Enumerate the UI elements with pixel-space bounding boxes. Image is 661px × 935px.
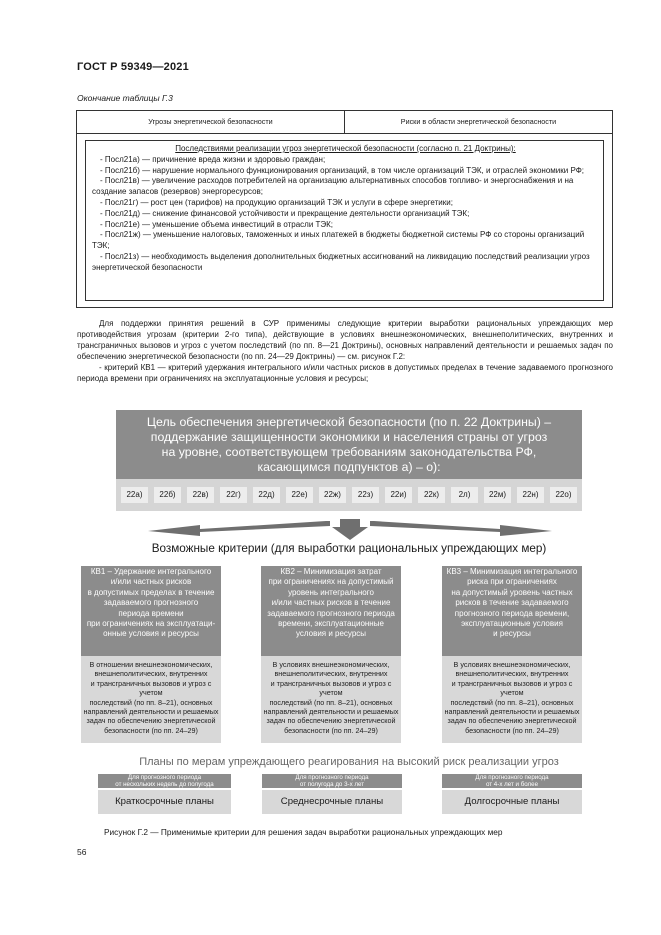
consequence-item: - Посл21а) — причинение вреда жизни и здоровью граждан; bbox=[100, 154, 326, 164]
criterion-line: задаваемого прогнозного периода bbox=[267, 608, 395, 618]
criterion-line: при ограничениях на эксплуатаци- bbox=[86, 619, 216, 629]
condition-line: направлений деятельности и решаемых bbox=[263, 707, 399, 717]
criterion-line: времени, эксплуатационные bbox=[278, 619, 384, 629]
subitem: 2л) bbox=[451, 487, 478, 503]
condition-line: последствий (по пп. 8–21), основных bbox=[450, 697, 574, 707]
condition-line: В условиях внешнеэкономических, bbox=[272, 660, 390, 669]
criterion-line: прогнозного периода времени, bbox=[454, 608, 570, 618]
consequence-item: - Посл21б) — нарушение нормального функционирования организаций, в том числе организаций ТЭК, и отраслей экономики РФ; bbox=[100, 165, 584, 175]
criterion-line: и ресурсы bbox=[493, 629, 531, 639]
criterion-line: КВ1 – Удержание интегрального bbox=[90, 567, 212, 576]
subitem: 22к) bbox=[418, 487, 445, 503]
criterion-line: риска при ограничениях bbox=[467, 577, 557, 587]
table-header-risks: Риски в области энергетической безопасности bbox=[400, 117, 557, 126]
arrow-right-icon bbox=[370, 521, 552, 536]
criterion-kv1 bbox=[81, 566, 221, 656]
table-caption: Окончание таблицы Г.3 bbox=[77, 93, 173, 103]
goal-line: на уровне, соответствующем требованиям законодательства РФ, bbox=[161, 445, 537, 459]
table-cell-consequences bbox=[85, 140, 604, 301]
criterion-line: задаваемого прогнозного bbox=[103, 598, 199, 608]
criterion-line: и/или частных рисков в течение bbox=[271, 598, 391, 608]
criterion-line: условия и ресурсы bbox=[295, 629, 367, 639]
period-line: от полугода до 3-х лет bbox=[299, 781, 365, 788]
criterion-kv3 bbox=[442, 566, 582, 656]
plan-short-period bbox=[98, 774, 231, 788]
subitem: 22м) bbox=[484, 487, 511, 503]
condition-line: задач по обеспечению энергетической bbox=[266, 716, 396, 726]
subitem: 22е) bbox=[286, 487, 313, 503]
condition-line: и трансграничных вызовов и угроз с учетом bbox=[90, 678, 212, 698]
consequence-item: - Посл21в) — увеличение расходов потребителей на организацию альтернативных способов топливо- и энергоснабжения и на создание запасов (резервов) энергоресурсов; bbox=[92, 176, 574, 197]
period-line: Для прогнозного периода bbox=[127, 774, 202, 781]
condition-line: внешнеполитических, внутренних bbox=[455, 669, 569, 679]
goal-line: Цель обеспечения энергетической безопасности (по п. 22 Доктрины) – bbox=[146, 415, 552, 429]
criterion-kv1-conditions bbox=[81, 656, 221, 743]
period-line: Для прогнозного периода bbox=[295, 774, 369, 781]
plan-short: Краткосрочные планы bbox=[98, 790, 231, 814]
subitem: 22н) bbox=[517, 487, 544, 503]
criterion-line: в допустимых пределах в течение bbox=[87, 587, 215, 597]
arrow-down-icon bbox=[332, 519, 368, 540]
paragraph: - критерий КВ1 — критерий удержания интегрального и/или частных рисков в допустимых пределах в течение задаваемого прогнозного периода времени при ограничениях на эксплуатационные условия и ресурсы; bbox=[77, 363, 613, 383]
table bbox=[76, 110, 613, 308]
plan-mid: Среднесрочные планы bbox=[262, 790, 402, 814]
consequence-item: - Посл21ж) — уменьшение налоговых, таможенных и иных платежей в бюджеты бюджетной системы РФ со стороны организаций ТЭК; bbox=[92, 230, 585, 251]
period-line: от 4-х лет и более bbox=[485, 781, 539, 788]
period-line: Для прогнозного периода bbox=[475, 774, 549, 781]
criterion-line: при ограничениях на допустимый bbox=[268, 577, 394, 587]
consequence-item: - Посл21д) — снижение финансовой устойчивости и прекращение деятельности организаций ТЭК; bbox=[100, 208, 470, 218]
document-header: ГОСТ Р 59349—2021 bbox=[77, 61, 189, 73]
criterion-line: онные условия и ресурсы bbox=[103, 629, 199, 639]
subitem: 22з) bbox=[352, 487, 379, 503]
figure-caption: Рисунок Г.2 — Применимые критерии для решения задач выработки рациональных упреждающих мер bbox=[104, 827, 503, 837]
criterion-kv3-conditions bbox=[442, 656, 582, 743]
condition-line: В отношении внешнеэкономических, bbox=[89, 660, 213, 669]
condition-line: направлений деятельности и решаемых bbox=[83, 707, 219, 717]
consequence-item: - Посл21з) — необходимость выделения дополнительных бюджетных ассигнований на ликвидацию последствий реализации угроз энергетической безопасности bbox=[92, 251, 590, 272]
criterion-line: рисков в течение задаваемого bbox=[455, 598, 569, 608]
plan-long: Долгосрочные планы bbox=[442, 790, 582, 814]
criterion-kv2 bbox=[261, 566, 401, 656]
subitem: 22д) bbox=[253, 487, 280, 503]
condition-line: внешнеполитических, внутренних bbox=[94, 669, 208, 679]
consequence-item: - Посл21е) — уменьшение объема инвестиций в отрасли ТЭК; bbox=[100, 219, 334, 229]
goal-line: касающимся подпунктов а) – о): bbox=[257, 460, 441, 474]
criterion-line: периода времени bbox=[118, 608, 184, 618]
period-line: от нескольких недель до полугода bbox=[115, 781, 214, 788]
subitems-row bbox=[116, 479, 582, 511]
condition-line: направлений деятельности и решаемых bbox=[444, 707, 580, 717]
subitem: 22г) bbox=[220, 487, 247, 503]
criterion-line: уровень интегрального bbox=[288, 587, 374, 597]
condition-line: и трансграничных вызовов и угроз с учетом bbox=[451, 678, 573, 698]
subitem: 22ж) bbox=[319, 487, 346, 503]
condition-line: безопасности (по пп. 24–29) bbox=[104, 725, 198, 735]
plan-long-period bbox=[442, 774, 582, 788]
subitem: 22о) bbox=[550, 487, 577, 503]
condition-line: внешнеполитических, внутренних bbox=[274, 669, 388, 679]
table-header bbox=[77, 111, 612, 134]
criteria-title: Возможные критерии (для выработки рациональных упреждающих мер) bbox=[151, 542, 547, 555]
criterion-line: КВ2 – Минимизация затрат bbox=[280, 567, 382, 576]
condition-line: последствий (по пп. 8–21), основных bbox=[269, 697, 393, 707]
arrow-left-icon bbox=[148, 521, 330, 536]
plan-mid-period bbox=[262, 774, 402, 788]
condition-line: безопасности (по пп. 24–29) bbox=[284, 725, 378, 735]
goal-line: поддержание защищенности экономики и населения страны от угроз bbox=[150, 430, 548, 444]
subitem: 22и) bbox=[385, 487, 412, 503]
criterion-kv2-conditions bbox=[261, 656, 401, 743]
criterion-line: эксплуатационные условия bbox=[461, 619, 563, 629]
plans-title: Планы по мерам упреждающего реагирования на высокий риск реализации угроз bbox=[139, 756, 559, 768]
arrows bbox=[140, 519, 560, 541]
condition-line: задач по обеспечению энергетической bbox=[447, 716, 577, 726]
consequence-item: - Посл21г) — рост цен (тарифов) на продукцию организаций ТЭК и услуги в сфере энергетики; bbox=[100, 197, 453, 207]
paragraph: Для поддержки принятия решений в СУР применимы следующие критерии выработки рациональных упреждающих мер противодействия угрозам (критерии 2-го типа), действующие в условиях внешнеэкономических, внешнеполитических, внутренних и трансграничных вызовов и угроз с учетом последствий (по пп. 8—21 Доктрины), основных направлений деятельности и решаемых задач по обеспечению энергетической безопасности (по пп. 24—29 Доктрины) — см. рисунок Г.2: bbox=[77, 319, 613, 361]
criterion-line: и/или частных рисков bbox=[110, 577, 192, 587]
subitem: 22а) bbox=[121, 487, 148, 503]
subitem: 22б) bbox=[154, 487, 181, 503]
goal-box bbox=[116, 410, 582, 479]
criterion-line: КВ3 – Минимизация интегрального bbox=[446, 567, 578, 576]
consequences-heading: Последствиями реализации угроз энергетической безопасности (согласно п. 21 Доктрины): bbox=[175, 144, 516, 153]
subitem: 22в) bbox=[187, 487, 214, 503]
condition-line: последствий (по пп. 8–21), основных bbox=[89, 697, 213, 707]
table-header-threats: Угрозы энергетической безопасности bbox=[77, 111, 345, 133]
condition-line: задач по обеспечению энергетической bbox=[86, 716, 216, 726]
condition-line: В условиях внешнеэкономических, bbox=[453, 660, 571, 669]
condition-line: и трансграничных вызовов и угроз с учетом bbox=[270, 678, 392, 698]
condition-line: безопасности (по пп. 24–29) bbox=[465, 725, 559, 735]
body-text bbox=[77, 318, 613, 384]
criterion-line: на допустимый уровень частных bbox=[451, 587, 573, 597]
page-number: 56 bbox=[77, 847, 87, 857]
